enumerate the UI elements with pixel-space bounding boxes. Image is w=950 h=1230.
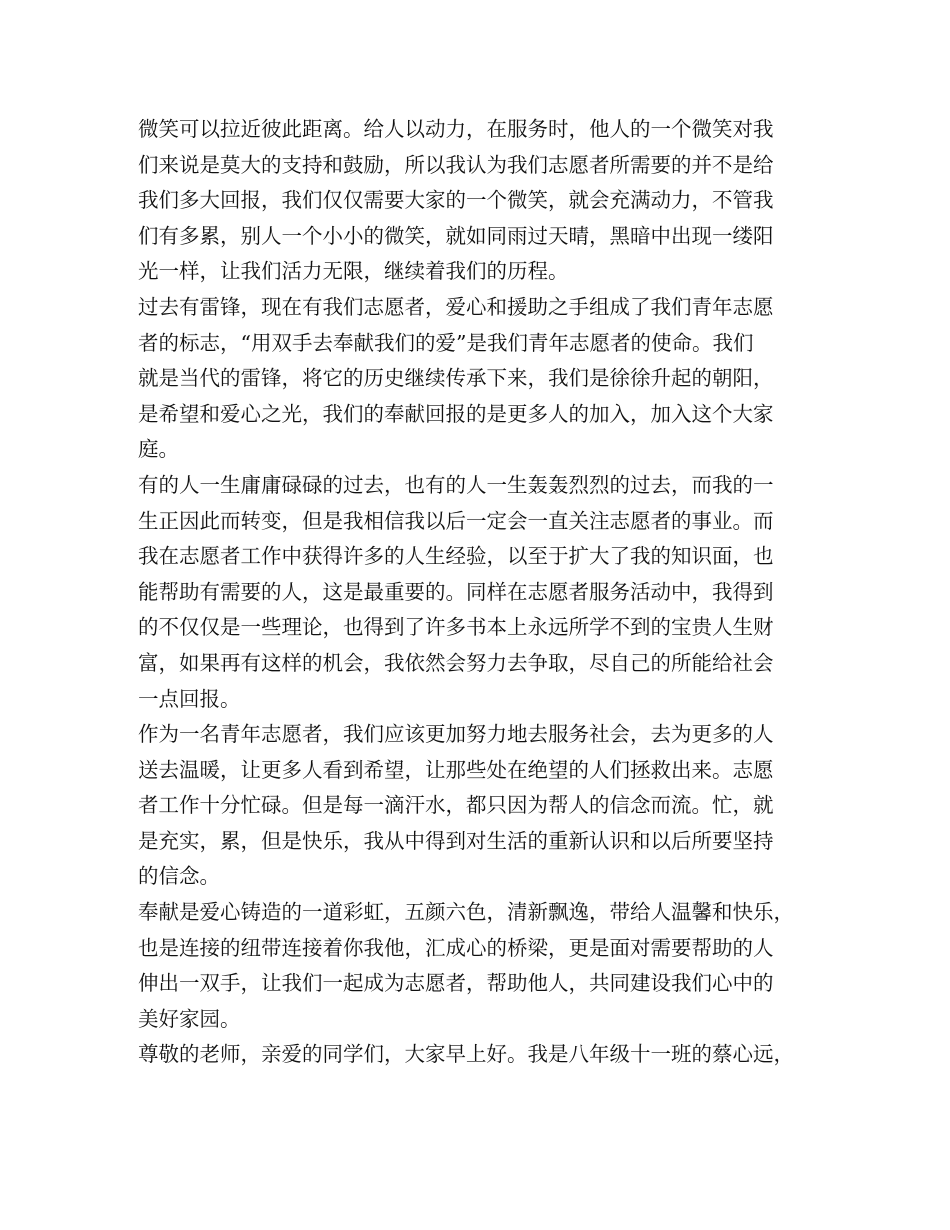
paragraph-life-change [138, 468, 828, 717]
text-line: 们有多累，别人一个小小的微笑，就如同雨过天晴，黑暗中出现一缕阳 [138, 223, 774, 248]
text-line: 是充实，累，但是快乐，我从中得到对生活的重新认识和以后所要坚持 [138, 828, 774, 853]
text-line: 一点回报。 [138, 686, 241, 711]
text-line: 送去温暖，让更多人看到希望，让那些处在绝望的人们拯救出来。志愿 [138, 757, 774, 782]
text-line: 能帮助有需要的人，这是最重要的。同样在志愿者服务活动中，我得到 [138, 579, 774, 604]
paragraph-youth-volunteer [138, 717, 828, 895]
paragraph-smile [138, 112, 828, 290]
paragraph-rainbow [138, 895, 828, 1037]
text-line: 我们多大回报，我们仅仅需要大家的一个微笑，就会充满动力，不管我 [138, 188, 774, 213]
text-line: 伸出一双手，让我们一起成为志愿者，帮助他人，共同建设我们心中的 [138, 971, 774, 996]
text-line: 我在志愿者工作中获得许多的人生经验，以至于扩大了我的知识面，也 [138, 544, 774, 569]
text-line: 作为一名青年志愿者，我们应该更加努力地去服务社会，去为更多的人 [138, 722, 774, 747]
text-line: 们来说是莫大的支持和鼓励，所以我认为我们志愿者所需要的并不是给 [138, 152, 774, 177]
text-line: 者的标志，“用双手去奉献我们的爱”是我们青年志愿者的使命。我们 [138, 330, 754, 355]
text-line: 有的人一生庸庸碌碌的过去，也有的人一生轰轰烈烈的过去，而我的一 [138, 472, 774, 497]
text-line: 的不仅仅是一些理论，也得到了许多书本上永远所学不到的宝贵人生财 [138, 615, 774, 640]
text-line: 富，如果再有这样的机会，我依然会努力去争取，尽自己的所能给社会 [138, 650, 774, 675]
text-line: 光一样，让我们活力无限，继续着我们的历程。 [138, 259, 569, 284]
text-line: 生正因此而转变，但是我相信我以后一定会一直关注志愿者的事业。而 [138, 508, 774, 533]
text-line: 的信念。 [138, 864, 220, 889]
text-line: 过去有雷锋，现在有我们志愿者，爱心和援助之手组成了我们青年志愿 [138, 294, 774, 319]
paragraph-greeting [138, 1037, 828, 1073]
text-line: 微笑可以拉近彼此距离。给人以动力，在服务时，他人的一个微笑对我 [138, 117, 774, 141]
text-line: 庭。 [138, 437, 179, 462]
text-line: 者工作十分忙碌。但是每一滴汗水，都只因为帮人的信念而流。忙，就 [138, 793, 774, 818]
text-line: 就是当代的雷锋，将它的历史继续传承下来，我们是徐徐升起的朝阳， [138, 366, 774, 391]
document-page [138, 112, 828, 1073]
text-line: 美好家园。 [138, 1006, 241, 1031]
text-line: 尊敬的老师，亲爱的同学们，大家早上好。我是八年级十一班的蔡心远， [138, 1042, 794, 1067]
text-line: 也是连接的纽带连接着你我他，汇成心的桥梁，更是面对需要帮助的人 [138, 935, 774, 960]
text-line: 奉献是爱心铸造的一道彩虹，五颜六色，清新飘逸，带给人温馨和快乐， [138, 900, 794, 925]
paragraph-leifeng [138, 290, 828, 468]
text-line: 是希望和爱心之光，我们的奉献回报的是更多人的加入，加入这个大家 [138, 401, 774, 426]
